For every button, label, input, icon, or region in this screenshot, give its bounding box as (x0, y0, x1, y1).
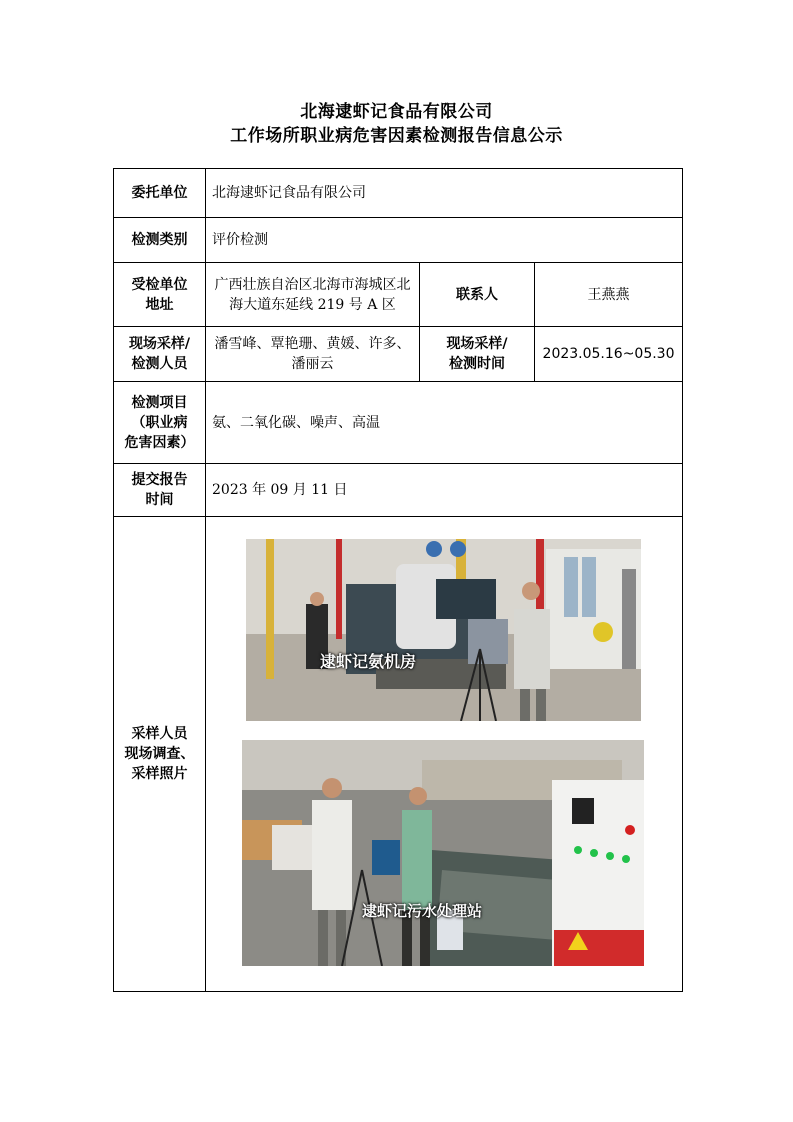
company-title: 北海逮虾记食品有限公司 (300, 102, 493, 122)
items-value: 氨、二氧化碳、噪声、高温 (206, 382, 683, 464)
address-label-line1: 受检单位 (131, 276, 188, 293)
machine-room-caption: 逮虾记氨机房 (320, 652, 417, 671)
wastewater-caption: 逮虾记污水处理站 (362, 902, 483, 920)
client-label: 委托单位 (114, 169, 206, 218)
wastewater-image (242, 740, 644, 966)
contact-value: 王燕燕 (535, 263, 683, 327)
time-label (420, 327, 535, 382)
photos-label-line1: 采样人员 (131, 726, 188, 742)
staff-label (114, 327, 206, 382)
address-value: 广西壮族自治区北海市海城区北海大道东延线 219 号 A 区 (206, 263, 420, 327)
time-label-line1: 现场采样/ (446, 336, 508, 352)
report-title: 工作场所职业病危害因素检测报告信息公示 (230, 126, 563, 146)
table-row (114, 464, 683, 517)
table-row (114, 169, 683, 218)
photos-label-line2: 现场调查、 (124, 746, 195, 762)
table-row (114, 218, 683, 263)
time-value: 2023.05.16~05.30 (535, 327, 683, 382)
machine-room-photo (246, 539, 641, 721)
staff-label-line1: 现场采样/ (128, 336, 191, 352)
table-row (114, 382, 683, 464)
items-label (114, 382, 206, 464)
staff-value: 潘雪峰、覃艳珊、黄媛、许多、潘丽云 (206, 327, 420, 382)
submit-label (114, 464, 206, 517)
items-label-line2: （职业病 (131, 414, 188, 431)
items-label-line3: 危害因素） (124, 434, 195, 451)
submit-label-line2: 时间 (145, 492, 174, 508)
wastewater-photo (242, 740, 644, 966)
machine-room-image (246, 539, 641, 721)
address-label (114, 263, 206, 327)
time-label-line2: 检测时间 (449, 356, 505, 372)
table-row (114, 327, 683, 382)
address-label-line2: 地址 (145, 296, 174, 313)
submit-value: 2023 年 09 月 11 日 (206, 464, 683, 517)
items-label-line1: 检测项目 (131, 394, 188, 411)
contact-label: 联系人 (420, 263, 535, 327)
category-value: 评价检测 (206, 218, 683, 263)
table-row (114, 263, 683, 327)
staff-label-line2: 检测人员 (131, 356, 188, 372)
submit-label-line1: 提交报告 (131, 472, 188, 488)
category-label: 检测类别 (114, 218, 206, 263)
client-value: 北海逮虾记食品有限公司 (206, 169, 683, 218)
photos-label (114, 517, 206, 992)
photos-label-line3: 采样照片 (131, 766, 188, 782)
